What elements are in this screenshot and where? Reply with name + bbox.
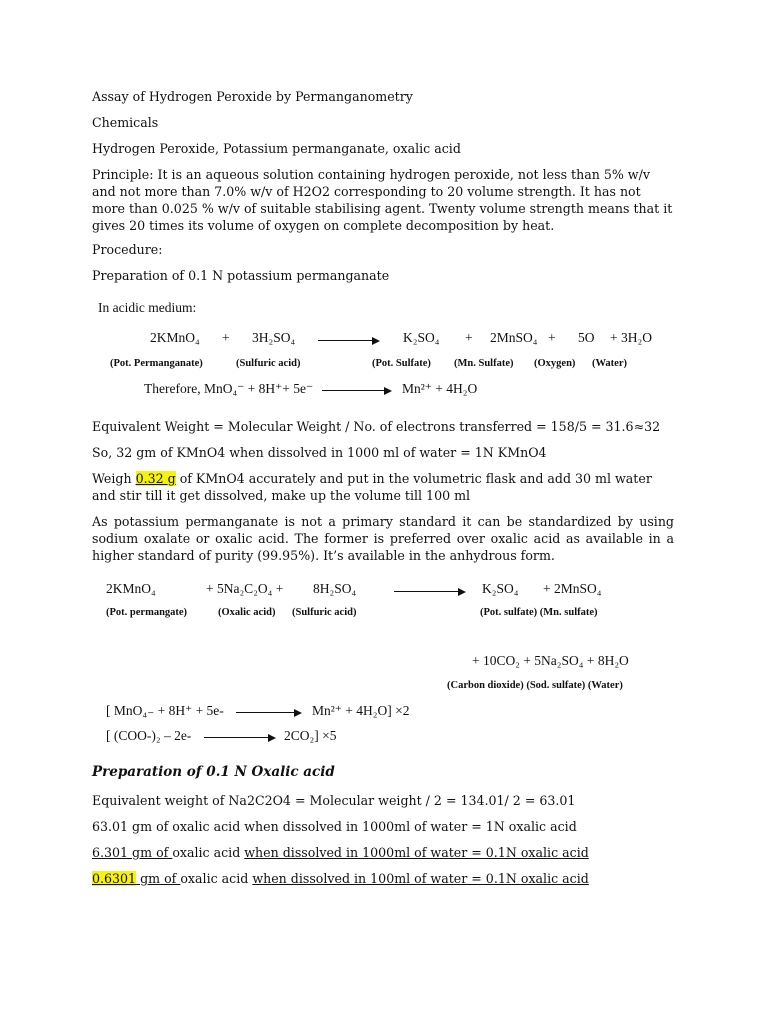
oxalic-line-3-unit: gm of: [136, 871, 181, 886]
half-reaction-2-right: 2CO₂] ×5: [284, 728, 337, 743]
r1-product-3: 5O: [578, 330, 595, 345]
r2-name-pot-permangate: (Pot. permangate): [106, 607, 188, 618]
r1-therefore-reactants: Therefore, MnO₄⁻ + 8H⁺+ 5e⁻: [144, 381, 314, 396]
oxalic-line-3-rest: when dissolved in 100ml of water = 0.1N oxalic acid: [252, 871, 589, 886]
principle-paragraph: Principle: It is an aqueous solution containing hydrogen peroxide, not less than 5% w/v and not more than 7.0% w/v of H2O2 corresponding to 20 volume strength. It has not more than 0.025 % w/v of suitable stabilising agent. Twenty volume strength means that it gives 20 times its volume of oxygen on complete decomposition by heat.: [92, 167, 673, 233]
half-reaction-2-arrow: [204, 737, 274, 738]
acidic-medium-label: In acidic medium:: [98, 300, 197, 315]
r1-product-1: K₂SO₄: [403, 330, 440, 345]
r1-name-mn-sulfate: (Mn. Sulfate): [454, 358, 514, 369]
half-reaction-1-right: Mn²⁺ + 4H₂O] ×2: [312, 703, 410, 718]
oxalic-line-2-amount: 6.301 gm of: [92, 845, 173, 860]
oxalic-line-3-acid: oxalic acid: [180, 871, 253, 886]
r2-arrow: [394, 591, 464, 592]
oxalic-acid-heading: Preparation of 0.1 N Oxalic acid: [92, 764, 335, 780]
r1-name-water: (Water): [592, 358, 627, 369]
r1-name-sulfuric-acid: (Sulfuric acid): [236, 358, 301, 369]
oxalic-line-3-highlight: 0.6301: [92, 871, 137, 886]
chemicals-list: Hydrogen Peroxide, Potassium permanganate, oxalic acid: [92, 141, 461, 156]
half-reaction-1-arrow: [236, 712, 300, 713]
r1-arrow: [318, 340, 378, 341]
r1-name-oxygen: (Oxygen): [534, 358, 576, 369]
r1-product-4: + 3H₂O: [610, 330, 652, 345]
equivalent-weight-line: Equivalent Weight = Molecular Weight / No. of electrons transferred = 158/5 = 31.6≈32: [92, 419, 661, 434]
oxalic-line-2-acid: oxalic acid: [172, 845, 245, 860]
weigh-rest: of KMnO4 accurately and put in the volumetric flask and add 30 ml water and stir till it get dissolved, make up the volume till 100 ml: [92, 471, 652, 503]
oxalic-line-2-rest: when dissolved in 1000ml of water = 0.1N oxalic acid: [244, 845, 589, 860]
weigh-prefix: Weigh: [92, 471, 136, 486]
r1-product-2: 2MnSO₄: [490, 330, 538, 345]
r1-reactant-2: 3H₂SO₄: [252, 330, 296, 345]
r2-product-3: + 10CO₂ + 5Na₂SO₄ + 8H₂O: [472, 653, 629, 668]
half-reaction-2-left: [ (COO-)₂ – 2e-: [106, 728, 192, 743]
so-line: So, 32 gm of KMnO4 when dissolved in 1000 ml of water = 1N KMnO4: [92, 445, 547, 460]
standardize-paragraph: As potassium permanganate is not a primary standard it can be standardized by using sodium oxalate or oxalic acid. The former is preferred over oxalic acid as available in a higher standard of purity (99.95%). It’s available in the anhydrous form.: [92, 514, 674, 563]
r1-name-pot-sulfate: (Pot. Sulfate): [372, 358, 431, 369]
r2-product-2: + 2MnSO₄: [543, 581, 602, 596]
r2-reactant-1: 2KMnO₄: [106, 581, 156, 596]
r1-name-pot-permanganate: (Pot. Permanganate): [110, 358, 203, 369]
chemicals-heading: Chemicals: [92, 115, 159, 130]
document-title: Assay of Hydrogen Peroxide by Permanganometry: [92, 89, 413, 104]
r2-name-sulfuric-acid: (Sulfuric acid): [292, 607, 357, 618]
oxalic-line-1: 63.01 gm of oxalic acid when dissolved in 1000ml of water = 1N oxalic acid: [92, 819, 577, 834]
half-reaction-1-left: [ MnO₄₋ + 8H⁺ + 5e-: [106, 703, 224, 718]
oxalic-line-2: [92, 844, 674, 861]
r1-plus-3: +: [548, 330, 556, 345]
r2-reactant-2: + 5Na₂C₂O₄ +: [206, 581, 284, 596]
r1-plus-2: +: [465, 330, 473, 345]
procedure-heading: Procedure:: [92, 242, 163, 257]
prep-kmno4-heading: Preparation of 0.1 N potassium permanganate: [92, 268, 390, 283]
oxalic-line-3: [92, 870, 674, 887]
oxalic-eq-weight-line: Equivalent weight of Na2C2O4 = Molecular weight / 2 = 134.01/ 2 = 63.01: [92, 793, 576, 808]
r1-plus-1: +: [222, 330, 230, 345]
r1-reactant-1: 2KMnO₄: [150, 330, 200, 345]
r2-name-products: (Pot. sulfate) (Mn. sulfate): [480, 607, 598, 618]
weigh-paragraph: [92, 470, 674, 504]
r2-name-products-2: (Carbon dioxide) (Sod. sulfate) (Water): [447, 680, 623, 691]
r1-therefore-arrow: [322, 390, 390, 391]
r2-reactant-3: 8H₂SO₄: [313, 581, 357, 596]
r1-therefore-products: Mn²⁺ + 4H₂O: [402, 381, 478, 396]
r2-name-oxalic-acid: (Oxalic acid): [218, 607, 276, 618]
r2-product-1: K₂SO₄: [482, 581, 519, 596]
weigh-highlight: 0.32 g: [135, 471, 176, 486]
